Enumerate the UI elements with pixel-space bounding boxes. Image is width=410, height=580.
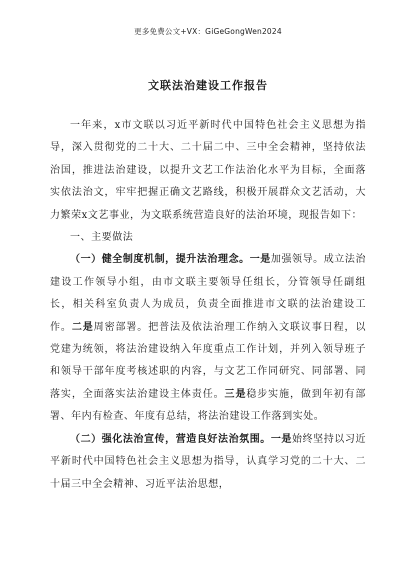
point-3-label: 三是 <box>224 388 247 400</box>
subsection-2-paragraph <box>50 429 366 496</box>
sub2-point-1-label: 一是 <box>270 433 293 445</box>
subsection-1-heading: （一）健全制度机制，提升法治理念。 <box>70 254 250 266</box>
point-1-label: 一是 <box>249 254 271 266</box>
point-3-text: 稳步实施，做到年初有部署、年内有检查、年度有总结，将法治建设工作落到实处。 <box>50 388 366 423</box>
section-heading-1: 一、主要做法 <box>70 232 134 244</box>
header-note: 更多免费公文+VX：GiGeGongWen2024 <box>134 27 282 36</box>
subsection-1-paragraph <box>50 249 366 428</box>
subsection-2-heading: （二）强化法治宣传，营造良好法治氛围。 <box>70 433 271 445</box>
point-1-text: 加强领导。成立法治建设工作领导小组，由市文联主要领导任组长，分管领导任副组长，相关科室负责人为成员，负责全面推进市文联的法治建设工作。 <box>50 254 366 333</box>
point-2-text: 周密部署。把普法及依法治理工作纳入文联议事日程，以党建为统领，将法治建设纳入年度重点工作计划，并列入领导班子和领导干部年度考核述职的内容，与文艺工作同研究、同部署、同落实，全面落实法治建设主体责任。 <box>50 321 367 400</box>
document-title: 文联法治建设工作报告 <box>148 79 268 92</box>
sub2-point-1-text: 始终坚持以习近平新时代中国特色社会主义思想为指导，认真学习党的二十大、二十届三中全会精神、习近平法治思想， <box>50 433 366 490</box>
point-2-label: 二是 <box>71 321 94 333</box>
intro-paragraph: 一年来，x市文联以习近平新时代中国特色社会主义思想为指导，深入贯彻党的二十大、二十届二中、三中全会精神，坚持依法治国，推进法治建设，以提升文艺工作法治化水平为目标，全面落实依法治文，牢牢把握正确文艺路线，积极开展群众文艺活动，大力繁荣x文艺事业，为文联系统营造良好的法治环境，现报告如下： <box>50 120 366 221</box>
